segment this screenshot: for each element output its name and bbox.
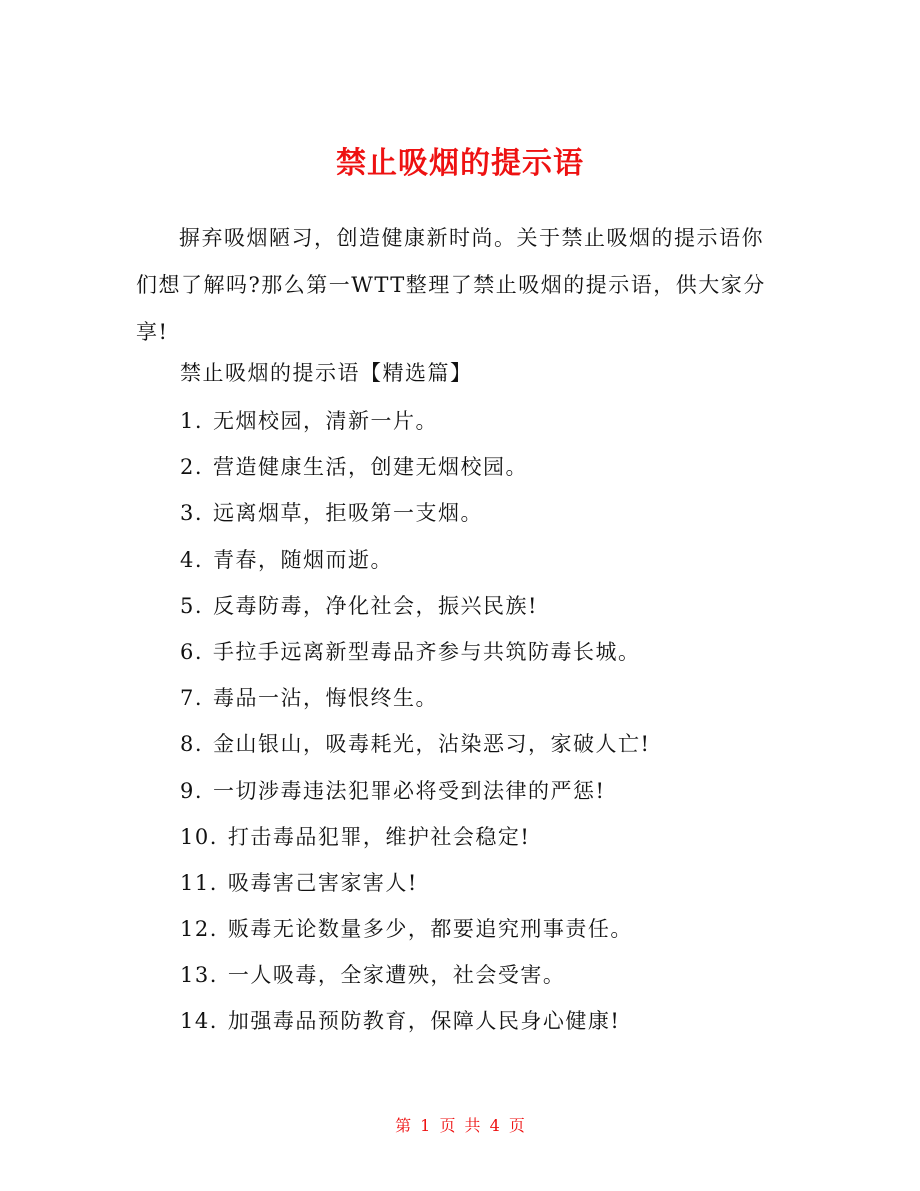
list-item xyxy=(180,496,650,542)
list-item xyxy=(180,589,650,635)
item-text: 一切涉毒违法犯罪必将受到法律的严惩! xyxy=(213,778,606,803)
item-text: 打击毒品犯罪，维护社会稳定! xyxy=(227,824,531,849)
list-item xyxy=(180,866,650,912)
item-number: 7. xyxy=(180,686,204,711)
item-text: 贩毒无论数量多少，都要追究刑事责任。 xyxy=(227,917,633,942)
item-number: 2. xyxy=(180,455,204,480)
list-item xyxy=(180,727,650,773)
item-number: 4. xyxy=(180,547,204,572)
list-item xyxy=(180,681,650,727)
list-item xyxy=(180,774,650,820)
item-text: 加强毒品预防教育，保障人民身心健康! xyxy=(227,1009,621,1034)
intro-paragraph: 摒弃吸烟陋习，创造健康新时尚。关于禁止吸烟的提示语你们想了解吗?那么第一WTT整理了禁止吸烟的提示语，供大家分享! xyxy=(136,226,766,344)
item-text: 毒品一沾，悔恨终生。 xyxy=(213,686,439,711)
list-item xyxy=(180,958,650,1004)
slogan-list xyxy=(180,404,650,1051)
list-item xyxy=(180,543,650,589)
list-item xyxy=(180,404,650,450)
item-text: 手拉手远离新型毒品齐参与共筑防毒长城。 xyxy=(213,639,641,664)
item-number: 6. xyxy=(180,639,204,664)
item-text: 吸毒害己害家害人! xyxy=(227,870,418,895)
item-text: 青春，随烟而逝。 xyxy=(213,547,394,572)
item-number: 14. xyxy=(180,1009,218,1034)
item-text: 无烟校园，清新一片。 xyxy=(213,409,439,433)
list-item xyxy=(180,450,650,496)
list-item xyxy=(180,820,650,866)
item-number: 12. xyxy=(180,917,218,942)
item-number: 13. xyxy=(180,963,218,988)
item-number: 11. xyxy=(180,870,218,895)
item-number: 10. xyxy=(180,824,218,849)
item-text: 金山银山，吸毒耗光，沾染恶习，家破人亡! xyxy=(213,732,651,757)
item-text: 反毒防毒，净化社会，振兴民族! xyxy=(213,593,538,618)
item-text: 远离烟草，拒吸第一支烟。 xyxy=(213,501,484,526)
item-number: 3. xyxy=(180,501,204,526)
list-item xyxy=(180,1004,650,1050)
item-text: 一人吸毒，全家遭殃，社会受害。 xyxy=(227,963,566,988)
document-title: 禁止吸烟的提示语 xyxy=(336,146,584,182)
page-footer: 第 1 页 共 4 页 xyxy=(395,1116,525,1135)
item-text: 营造健康生活，创建无烟校园。 xyxy=(213,455,529,480)
list-item xyxy=(180,635,650,681)
item-number: 1. xyxy=(180,409,204,433)
section-subheading: 禁止吸烟的提示语【精选篇】 xyxy=(180,361,473,385)
item-number: 9. xyxy=(180,778,204,803)
list-item xyxy=(180,912,650,958)
item-number: 8. xyxy=(180,732,204,757)
item-number: 5. xyxy=(180,593,204,618)
